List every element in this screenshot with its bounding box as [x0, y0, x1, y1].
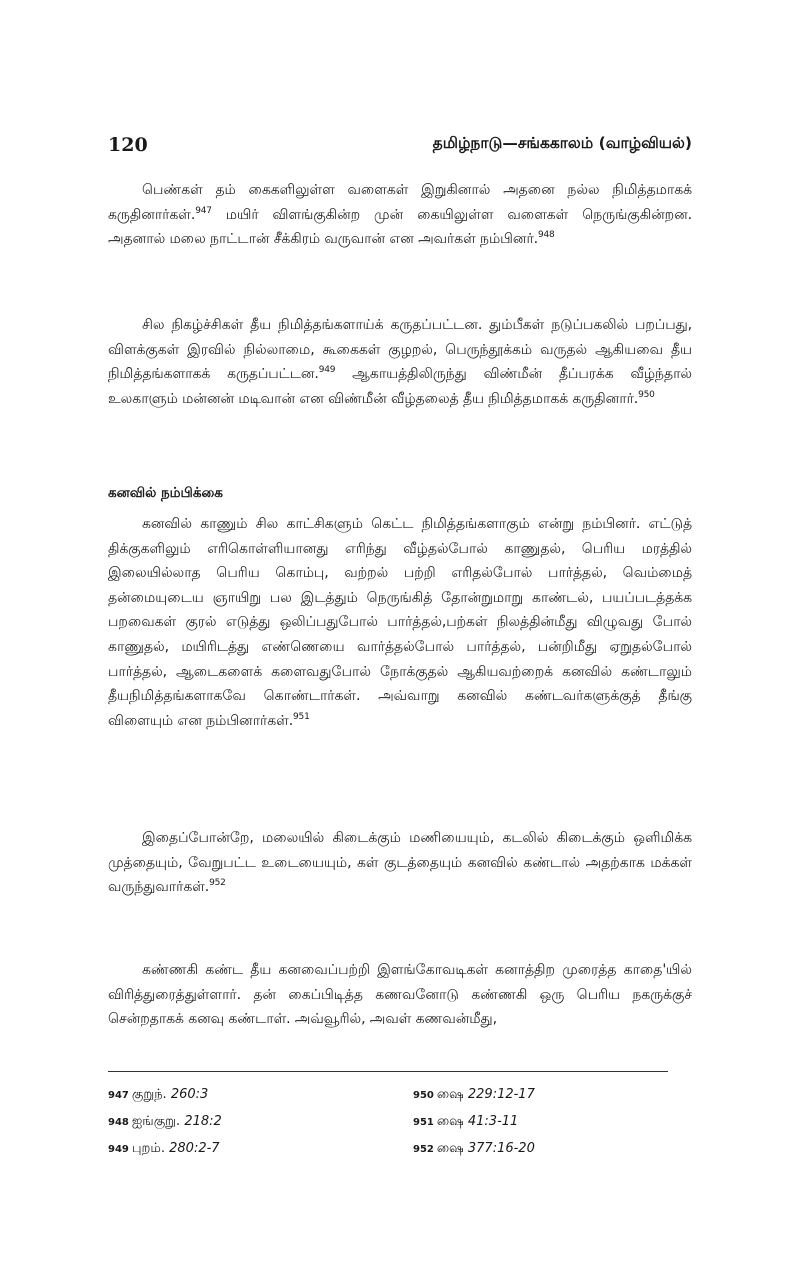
running-title: தமிழ்நாடு—சங்ககாலம் (வாழ்வியல்)	[432, 134, 692, 152]
footnote-source: ஷை	[436, 1141, 464, 1156]
footnote-source: ஷை	[436, 1087, 464, 1102]
footnote-number: 949	[108, 1144, 129, 1155]
paragraph-bad-omens	[108, 313, 692, 411]
footnote-source: புறம்.	[131, 1141, 165, 1156]
section-heading: கனவில் நம்பிக்கை	[108, 485, 223, 501]
footnote-number: 947	[108, 1090, 129, 1101]
footnote-ref: 948	[538, 230, 555, 241]
footnote-ref: 952	[209, 878, 226, 889]
footnote	[413, 1082, 535, 1109]
paragraph-text: இதைப்போன்றே, மலையில் கிடைக்கும் மணியையும், கடலில் கிடைக்கும் ஒளிமிக்க முத்தையும், வேறுபட்ட உடையையும், கள் குடத்தையும் கனவில் கண்டால் அதற்காக மக்கள் வருந்துவார்கள்.	[108, 830, 692, 896]
page-header	[108, 134, 692, 158]
footnote	[413, 1136, 535, 1163]
footnote-source: குறுந்.	[131, 1087, 167, 1102]
paragraph-text: கனவில் காணும் சில காட்சிகளும் கெட்ட நிமித்தங்களாகும் என்று நம்பினர். எட்டுத் திக்குகளிலும் எரிகொள்ளியானது எரிந்து வீழ்தல்போல் காணுதல், பெரிய மரத்தில் இலையில்லாத பெரிய கொம்பு, வற்றல் பற்றி எரிதல்போல் பார்த்தல், வெம்மைத் தன்மையுடைய ஞாயிறு பல இடத்தும் நெருங்கித் தோன்றுமாறு காண்டல், பயப்படத்தக்க பறவைகள் குரல் எடுத்து ஒலிப்பதுபோல் பார்த்தல்,பற்கள் நிலத்தின்மீது விழுவது போல் காணுதல், மயிரிடத்து எண்ணெயை வார்த்தல்போல் பார்த்தல், பன்றிமீது ஏறுதல்போல் பார்த்தல், ஆடைகளைக் களைவதுபோல் நோக்குதல் ஆகியவற்றைக் கனவில் கண்டாலும் தீயநிமித்தங்களாகவே கொண்டார்கள். அவ்வாறு கனவில் கண்டவர்களுக்குத் தீங்கு விளையும் என நம்பினார்கள்.	[108, 516, 692, 729]
paragraph-bangles-omen	[108, 178, 692, 252]
footnote-ref: 947	[195, 205, 212, 216]
page-number: 120	[108, 134, 148, 156]
footnote-ref: 950	[638, 389, 655, 400]
paragraph-text: பெண்கள் தம் கைகளிலுள்ள வளைகள் இறுகினால் அதனை நல்ல நிமித்தமாகக் கருதினார்கள்.	[108, 182, 692, 223]
footnote	[108, 1109, 222, 1136]
paragraph-text: சில நிகழ்ச்சிகள் தீய நிமித்தங்களாய்க் கருதப்பட்டன. தும்பீகள் நடுப்பகலில் பறப்பது, விளக்குகள் இரவில் நில்லாமை, கூகைகள் குழறல், பெருந்தூக்கம் வருதல் ஆகியவை தீய நிமித்தங்களாகக் கருதப்பட்டன.	[108, 317, 692, 383]
paragraph-text: கண்ணகி கண்ட தீய கனவைப்பற்றி இளங்கோவடிகள் கனாத்திற முரைத்த காதை'யில் விரித்துரைத்துள்ளார். தன் கைப்பிடித்த கணவனோடு கண்ணகி ஒரு பெரிய நகருக்குச் சென்றதாகக் கனவு கண்டாள். அவ்வூரில், அவள் கணவன்மீது,	[108, 962, 692, 1028]
footnotes-right-column	[413, 1082, 535, 1163]
footnote-number: 951	[413, 1117, 434, 1128]
footnote-divider	[108, 1071, 668, 1072]
footnote-number: 948	[108, 1117, 129, 1128]
footnote	[413, 1109, 535, 1136]
footnote-citation: 41:3-11	[467, 1114, 519, 1129]
footnote-source: ஐங்குறு.	[131, 1114, 181, 1129]
footnote-number: 950	[413, 1090, 434, 1101]
footnote-citation: 229:12-17	[467, 1087, 535, 1102]
footnote-citation: 377:16-20	[467, 1141, 535, 1156]
footnotes-left-column	[108, 1082, 222, 1163]
paragraph-dream-objects	[108, 826, 692, 900]
footnote-source: ஷை	[436, 1114, 464, 1129]
footnote-ref: 951	[293, 711, 310, 722]
paragraph-text: மயிர் விளங்குகின்ற முன் கையிலுள்ள வளைகள் நெருங்குகின்றன. அதனால் மலை நாட்டான் சீக்கிரம் வருவான் என அவர்கள் நம்பினர்.	[108, 206, 692, 248]
footnote-citation: 280:2-7	[169, 1141, 220, 1156]
footnote-citation: 260:3	[170, 1087, 209, 1102]
paragraph-kannagi-dream	[108, 958, 692, 1032]
paragraph-dream-omens	[108, 512, 692, 733]
footnote	[108, 1136, 222, 1163]
footnote-citation: 218:2	[184, 1114, 222, 1129]
footnote-ref: 949	[318, 365, 336, 376]
footnote-number: 952	[413, 1144, 434, 1155]
paragraph-text: ஆகாயத்திலிருந்து விண்மீன் தீப்பரக்க வீழ்ந்தால் உலகாளும் மன்னன் மடிவான் என விண்மீன் வீழ்தலைத் தீய நிமித்தமாகக் கருதினார்.	[108, 366, 692, 407]
footnote	[108, 1082, 222, 1109]
